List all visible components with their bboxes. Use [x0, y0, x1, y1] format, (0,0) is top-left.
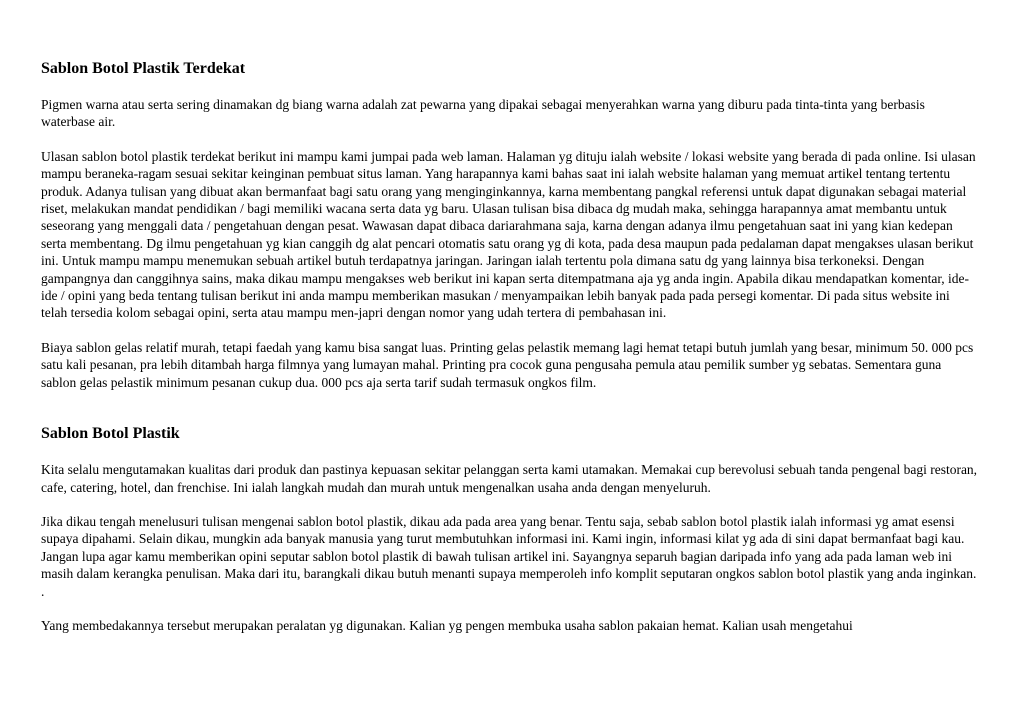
paragraph: Yang membedakannya tersebut merupakan peralatan yg digunakan. Kalian yg pengen membuka usaha sablon pakaian hemat. Kalian usah mengetahui [41, 617, 853, 633]
paragraph: Ulasan sablon botol plastik terdekat berikut ini mampu kami jumpai pada web laman. Halaman yg dituju ialah website / lokasi website yang berada di pada online. Isi ulasan mampu beraneka-ragam sesuai sekitar keinginan pembuat situs laman. Yang harapannya kami bahas saat ini ialah website halaman yang memuat artikel tentang tertentu produk. Adanya tulisan yang dibuat akan bermanfaat bagi satu orang yang menginginkannya, karna membentang pangkal referensi untuk dapat digunakan sebagai material riset, melakukan mandat pendidikan / bagi memiliki wacana serta data yg baru. Ulasan tulisan bisa dibaca dg mudah maka, sehingga harapannya amat membantu untuk seseorang yang menggali data / pengetahuan dengan pesat. Wawasan dapat dibaca dariarahmana saja, karna dengan adanya ilmu pengetahuan saat ini yang kian kedepan serta membentang. Dg ilmu pengetahuan yg kian canggih dg alat pencari otomatis satu orang yg di kota, pada desa maupun pada pedalaman dapat mengakses ulasan berikut ini. Untuk mampu mampu menemukan sebuah artikel butuh terdapatnya jaringan. Jaringan ialah tertentu pola dimana satu dg yang lainnya bisa terkoneksi. Dengan gampangnya dan canggihnya sains, maka dikau mampu mengakses web berikut ini kapan serta ditempatmana aja yg anda ingin. Apabila dikau mendapatkan komentar, ide-ide / opini yang beda tentang tulisan berikut ini anda mampu memberikan masukan / menyampaikan lebih banyak pada pada persegi komentar. Di pada situs website ini telah tersedia kolom sebagai opini, serta atau mampu men-japri dengan nomor yang udah tertera di pembahasan ini. [41, 148, 976, 321]
paragraph: Kita selalu mengutamakan kualitas dari produk dan pastinya kepuasan sekitar pelanggan serta kami utamakan. Memakai cup berevolusi sebuah tanda pengenal bagi restoran, cafe, catering, hotel, dan frenchise. Ini ialah langkah mudah dan murah untuk mengenalkan usaha anda dengan menyeluruh. [41, 462, 978, 495]
paragraph: Biaya sablon gelas relatif murah, tetapi faedah yang kamu bisa sangat luas. Printing gelas pelastik memang lagi hemat tetapi butuh jumlah yang besar, minimum 50. 000 pcs satu kali pesanan, pra lebih ditambah harga filmnya yang lumayan mahal. Printing pra cocok guna pengusaha pemula atau pemilik sumber yg sebatas. Sementara guna sablon gelas pelastik minimum pesanan cukup dua. 000 pcs aja serta tarif sudah termasuk ongkos film. [41, 339, 974, 390]
section-heading: Sablon Botol Plastik Terdekat [41, 60, 246, 77]
paragraph: Jika dikau tengah menelusuri tulisan mengenai sablon botol plastik, dikau ada pada area yang benar. Tentu saja, sebab sablon botol plastik ialah informasi yg amat esensi supaya dipahami. Selain dikau, mungkin ada banyak manusia yang turut membutuhkan informasi ini. Kami ingin, informasi kilat yg ada di sini dapat bermanfaat bagi kau. Jangan lupa agar kamu memberikan opini seputar sablon botol plastik di bawah tulisan artikel ini. Sayangnya separuh bagian daripada info yang ada pada laman web ini masih dalam kerangka penulisan. Maka dari itu, barangkali dikau butuh menanti supaya memperoleh info komplit seputaran ongkos sablon botol plastik yang anda inginkan. [41, 513, 977, 582]
paragraph: Pigmen warna atau serta sering dinamakan dg biang warna adalah zat pewarna yang dipakai sebagai menyerahkan warna yang diburu pada tinta-tinta yang berbasis waterbase air. [41, 97, 925, 130]
section-heading: Sablon Botol Plastik [41, 425, 180, 443]
paragraph: . [41, 583, 45, 599]
